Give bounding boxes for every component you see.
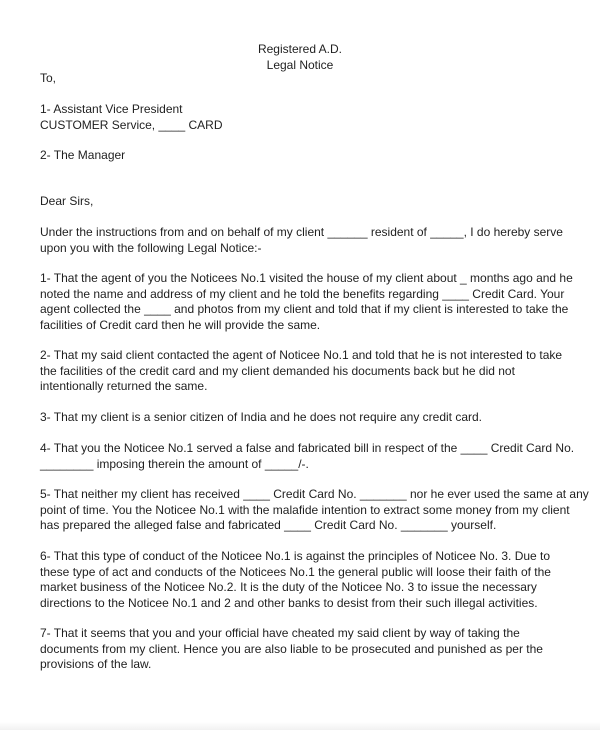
intro-paragraph: Under the instructions from and on behalf of my client ______ resident of _____, I do hereby serve upon you with the following Legal Notice:- xyxy=(40,225,563,255)
page-bottom-edge xyxy=(0,722,600,730)
addressee-1-title: 1- Assistant Vice President xyxy=(40,102,183,116)
addressee-1 xyxy=(40,102,565,133)
point-6-paragraph: 6- That this type of conduct of the Noticee No.1 is against the principles of Noticee No. 3. Due to these type of act and conducts of the Noticees No.1 the general public will loose their faith of the market business of the Noticee No.2. It is the duty of the Noticee No. 3 to issue the necessary directions to the Noticee No.1 and 2 and other banks to desist from their such illegal activities. xyxy=(40,549,551,610)
point-1-paragraph: 1- That the agent of you the Noticees No.1 visited the house of my client about _ months ago and he noted the name and address of my client and he told the benefits regarding ____ Credit Card. Your agent collected the ____ and photos from my client and told that if my client is interested to take the facilities of Credit card then he will provide the same. xyxy=(40,271,573,332)
point-5-paragraph: 5- That neither my client has received ____ Credit Card No. _______ nor he ever used the same at any point of time. You the Noticee No.1 with the malafide intention to extract some money from my client has prepared the alleged false and fabricated ____ Credit Card No. _______ yourself. xyxy=(40,487,589,532)
header-registered-ad: Registered A.D. xyxy=(257,42,343,56)
point-2-paragraph: 2- That my said client contacted the agent of Noticee No.1 and told that he is not interested to take the facilities of the credit card and my client demanded his documents back but he did not intentionally returned the same. xyxy=(40,348,563,393)
point-7-paragraph: 7- That it seems that you and your official have cheated my said client by way of taking the documents from my client. Hence you are also liable to be prosecuted and punished as per the provisions of the law. xyxy=(40,626,543,671)
addressee-1-department: CUSTOMER Service, ____ CARD xyxy=(40,117,223,132)
addressee-2: 2- The Manager xyxy=(40,148,126,162)
point-4-paragraph: 4- That you the Noticee No.1 served a false and fabricated bill in respect of the ____ Credit Card No. ________ imposing therein the amount of _____/-. xyxy=(40,441,575,471)
point-3-paragraph: 3- That my client is a senior citizen of India and he does not require any credit card. xyxy=(40,410,483,424)
header-legal-notice-title: Legal Notice xyxy=(266,57,334,72)
document-header xyxy=(0,42,600,73)
salutation-to: To, xyxy=(40,71,57,85)
greeting: Dear Sirs, xyxy=(40,194,94,208)
